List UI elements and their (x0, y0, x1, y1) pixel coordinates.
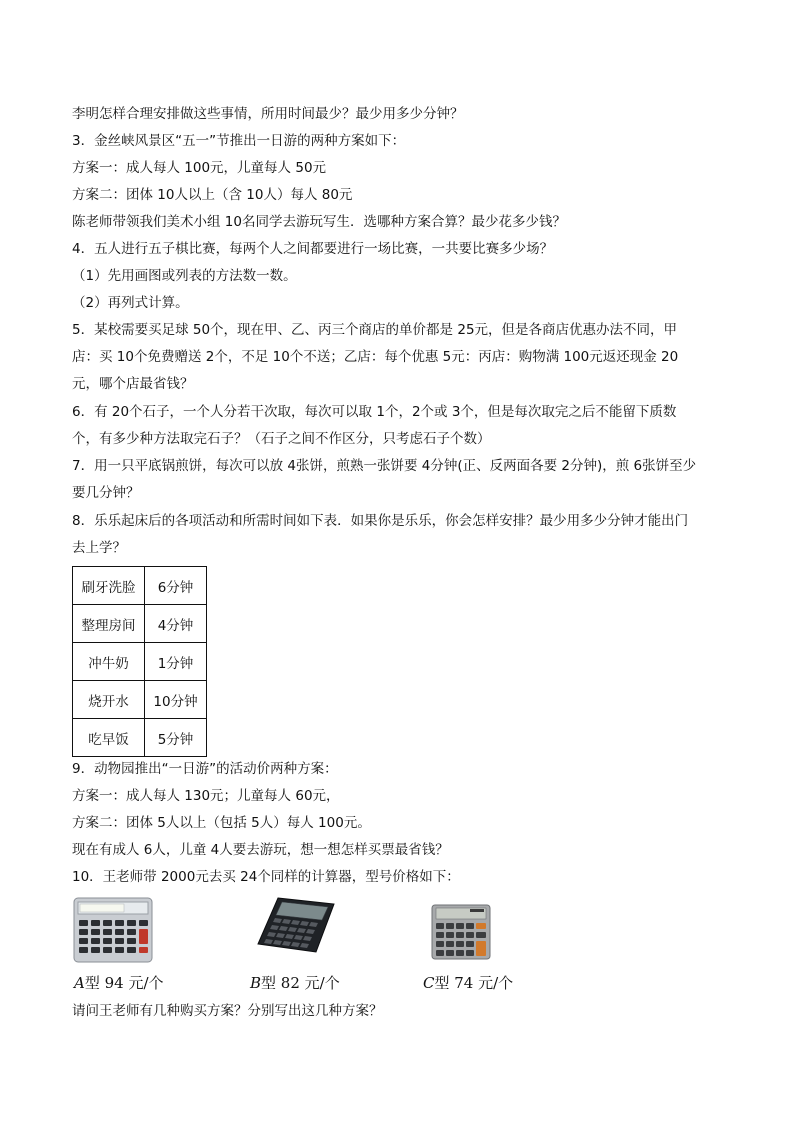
table-cell-time: 4分钟 (145, 605, 207, 643)
problem-8-title: 8．乐乐起床后的各项活动和所需时间如下表．如果你是乐乐，你会怎样安排？最少用多少分钟才能出门 (72, 513, 689, 529)
text-line: 去上学？ (72, 540, 126, 556)
text-line: 店：买 10个免费赠送 2个，不足 10个不送；乙店：每个优惠 5元：丙店：购物满 100元返还现金 20 (72, 349, 679, 365)
calculator-c-caption (423, 972, 513, 993)
calculator-a-image (72, 896, 154, 964)
calculator-a-type: A (74, 974, 85, 992)
text-line: 个，有多少种方法取完石子？（石子之间不作区分，只考虑石子个数） (72, 431, 491, 447)
final-question: 请问王老师有几种购买方案？分别写出这几种方案？ (72, 1003, 383, 1019)
problem-3-title: 3．金丝峡风景区“五一”节推出一日游的两种方案如下： (72, 133, 406, 149)
text-line: 方案一：成人每人 130元；儿童每人 60元， (72, 788, 340, 804)
text-line: 元，哪个店最省钱？ (72, 376, 194, 392)
problem-7-title: 7．用一只平底锅煎饼，每次可以放 4张饼，煎熟一张饼要 4分钟(正、反两面各要 2分钟)，煎 6张饼至少 (72, 458, 697, 474)
text-line: （1）先用画图或列表的方法数一数。 (72, 268, 297, 284)
calculator-b-type: B (250, 974, 262, 992)
calculator-b-caption (250, 972, 340, 993)
problem-9-title: 9．动物园推出“一日游”的活动价两种方案： (72, 761, 338, 777)
table-cell-activity: 烧开水 (73, 681, 145, 719)
calculator-c-image (430, 903, 492, 961)
activity-time-table (72, 566, 207, 757)
table-cell-time: 5分钟 (145, 719, 207, 757)
problem-5-title: 5．某校需要买足球 50个，现在甲、乙、丙三个商店的单价都是 25元，但是各商店优惠办法不同，甲 (72, 322, 678, 338)
table-cell-activity: 整理房间 (73, 605, 145, 643)
table-row (73, 681, 207, 719)
text-line: 现在有成人 6人，儿童 4人要去游玩，想一想怎样买票最省钱？ (72, 842, 449, 858)
table-cell-activity: 吃早饭 (73, 719, 145, 757)
calculator-a-caption (74, 972, 164, 993)
calculator-c-type: C (423, 974, 435, 992)
table-cell-activity: 冲牛奶 (73, 643, 145, 681)
calculator-c-price: 型 74 元/个 (434, 974, 514, 992)
calculator-b-price: 型 82 元/个 (261, 974, 340, 992)
table-row (73, 719, 207, 757)
table-row (73, 643, 207, 681)
table-cell-time: 1分钟 (145, 643, 207, 681)
calculator-b-image (256, 896, 336, 954)
problem-10-title: 10．王老师带 2000元去买 24个同样的计算器，型号价格如下： (72, 869, 460, 885)
text-line: 方案一：成人每人 100元，儿童每人 50元 (72, 160, 327, 176)
text-line: （2）再列式计算。 (72, 295, 189, 311)
problem-6-title: 6．有 20个石子，一个人分若干次取，每次可以取 1个，2个或 3个，但是每次取完之后不能留下质数 (72, 404, 677, 420)
table-cell-time: 10分钟 (145, 681, 207, 719)
table-cell-activity: 刷牙洗脸 (73, 567, 145, 605)
text-line: 方案二：团体 10人以上（含 10人）每人 80元 (72, 187, 353, 203)
text-line: 李明怎样合理安排做这些事情，所用时间最少？最少用多少分钟？ (72, 106, 464, 122)
table-row (73, 567, 207, 605)
table-cell-time: 6分钟 (145, 567, 207, 605)
text-line: 陈老师带领我们美术小组 10名同学去游玩写生．选哪种方案合算？最少花多少钱？ (72, 214, 566, 230)
problem-4-title: 4．五人进行五子棋比赛，每两个人之间都要进行一场比赛，一共要比赛多少场？ (72, 241, 554, 257)
text-line: 要几分钟？ (72, 485, 140, 501)
table-row (73, 605, 207, 643)
calculator-a-price: 型 94 元/个 (84, 974, 164, 992)
text-line: 方案二：团体 5人以上（包括 5人）每人 100元。 (72, 815, 371, 831)
